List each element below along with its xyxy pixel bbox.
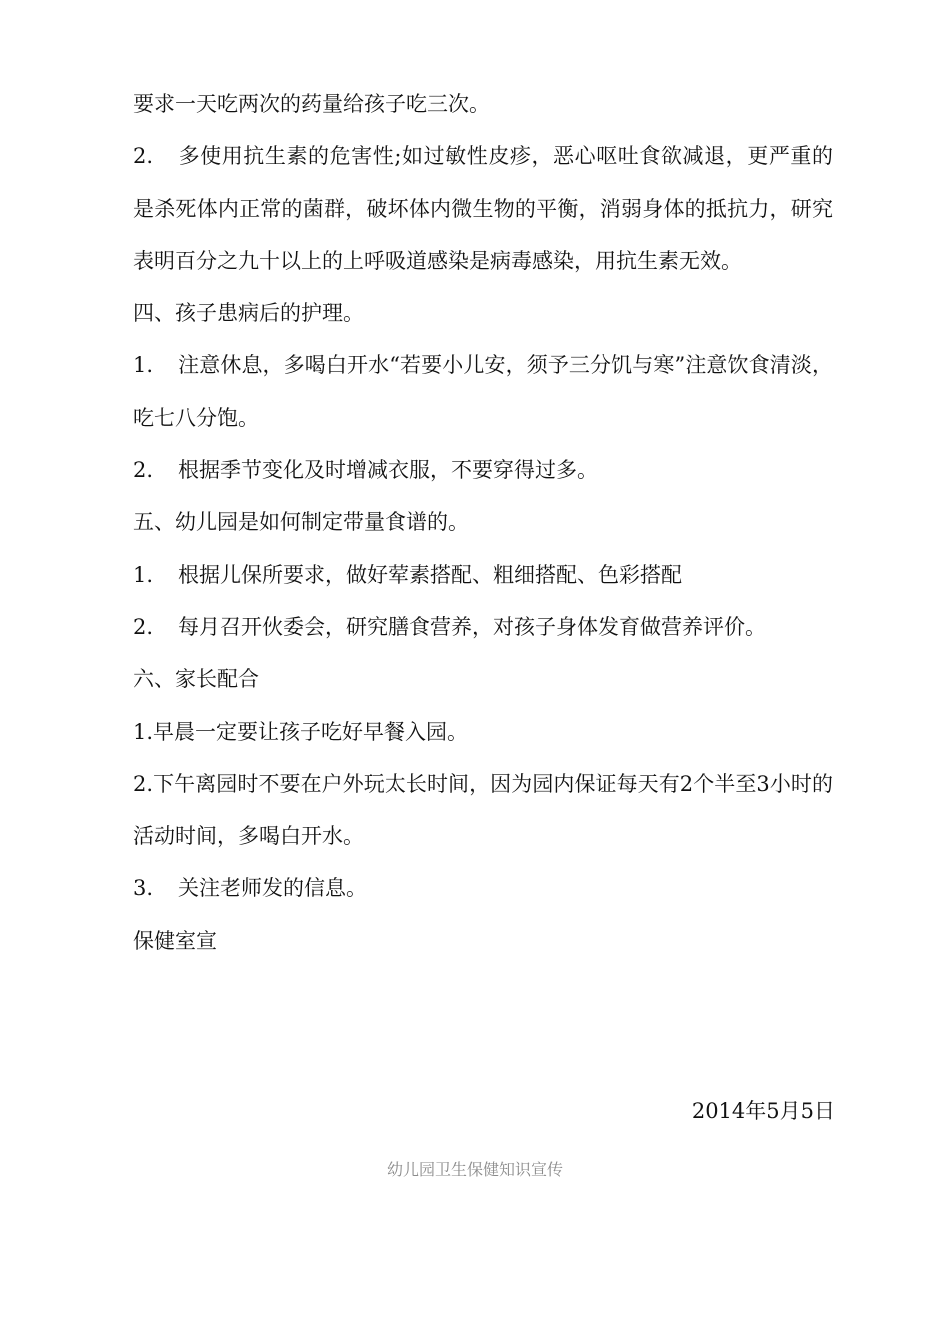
paragraph (133, 549, 833, 601)
paragraph-text: 每月召开伙委会，研究膳食营养，对孩子身体发育做营养评价。 (178, 614, 766, 639)
paragraph (133, 78, 833, 130)
section-heading (133, 653, 833, 705)
paragraph (133, 862, 833, 914)
list-number: 1. (133, 353, 154, 378)
paragraph-text: 六、家长配合 (133, 667, 259, 692)
paragraph-text: 根据季节变化及时增减衣服，不要穿得过多。 (178, 458, 598, 483)
list-number: 2. (133, 614, 154, 639)
paragraph-text: 关注老师发的信息。 (178, 876, 367, 901)
paragraph (133, 444, 833, 496)
paragraph-text: 四、孩子患病后的护理。 (133, 301, 364, 326)
section-heading (133, 496, 833, 548)
paragraph (133, 601, 833, 653)
paragraph (133, 758, 833, 863)
page-footer: 幼儿园卫生保健知识宣传 (386, 1160, 563, 1179)
list-number: 3. (133, 876, 154, 901)
paragraph-text: 多使用抗生素的危害性;如过敏性皮疹，恶心呕吐食欲减退，更严重的是杀死体内正常的菌群，破坏体内微生物的平衡，消弱身体的抵抗力，研究表明百分之九十以上的上呼吸道感染是病毒感染，用抗生素无效。 (133, 144, 833, 273)
document-date: 2014年5月5日 (691, 1099, 835, 1123)
paragraph-text: 保健室宣 (133, 928, 217, 953)
list-number: 2. (133, 458, 154, 483)
document-body (133, 78, 833, 967)
paragraph-text: 根据儿保所要求，做好荤素搭配、粗细搭配、色彩搭配 (178, 562, 682, 587)
paragraph-text: 2.下午离园时不要在户外玩太长时间，因为园内保证每天有2个半至3小时的活动时间，多喝白开水。 (133, 771, 833, 849)
list-number: 1. (133, 562, 154, 587)
paragraph-text: 注意休息，多喝白开水“若要小儿安，须予三分饥与寒”注意饮食清淡，吃七八分饱。 (133, 353, 833, 430)
paragraph-text: 要求一天吃两次的药量给孩子吃三次。 (133, 92, 490, 116)
paragraph-text: 五、幼儿园是如何制定带量食谱的。 (133, 510, 469, 535)
signature-line (133, 915, 833, 967)
paragraph (133, 130, 833, 287)
section-heading (133, 287, 833, 339)
paragraph (133, 706, 833, 758)
paragraph-text: 1.早晨一定要让孩子吃好早餐入园。 (133, 719, 469, 744)
paragraph (133, 339, 833, 444)
list-number: 2. (133, 144, 154, 169)
